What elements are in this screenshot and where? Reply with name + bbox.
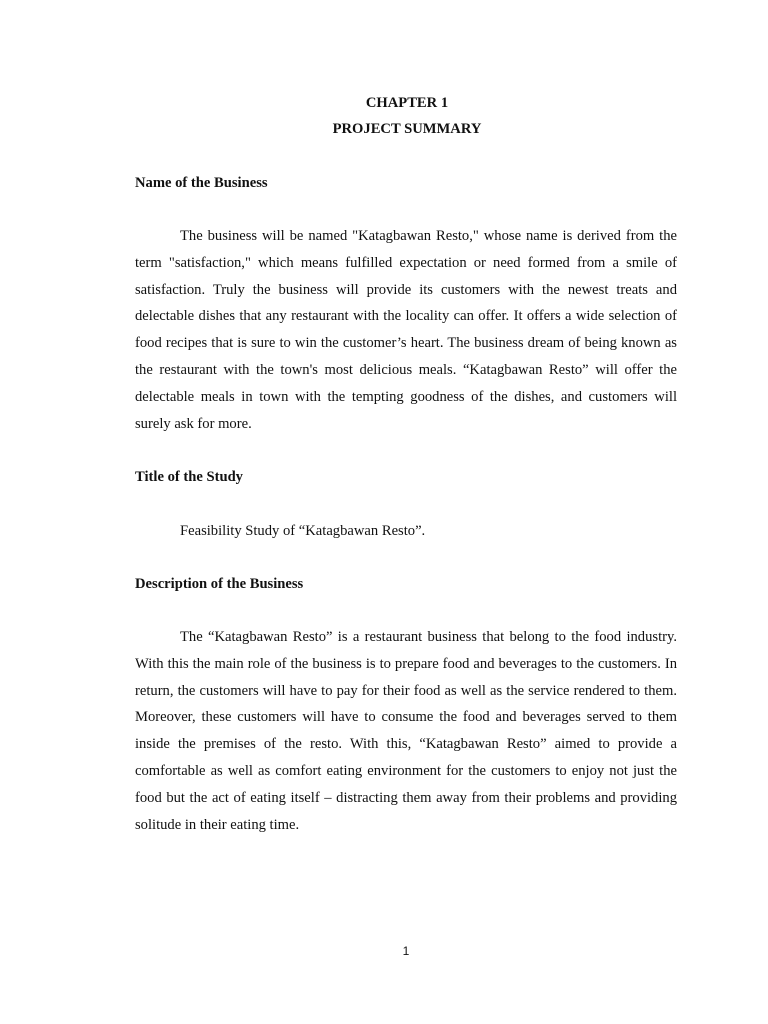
paragraph-name-of-business: The business will be named "Katagbawan Resto," whose name is derived from the term "satisfaction," which means fulfilled expectation or need formed from a smile of satisfaction. Truly the business will provide its customers with the newest treats and delectable dishes that any restaurant with the locality can offer. It offers a wide selection of food recipes that is sure to win the customer’s heart. The business dream of being known as the restaurant with the town's most delicious meals. “Katagbawan Resto” will offer the delectable meals in town with the tempting goodness of the dishes, and customers will surely ask for more. (135, 228, 677, 432)
heading-name-of-business: Name of the Business (135, 175, 268, 191)
chapter-title: PROJECT SUMMARY (332, 121, 482, 137)
page-number: 1 (402, 944, 410, 958)
heading-description-of-business: Description of the Business (135, 576, 304, 592)
paragraph-description-of-business: The “Katagbawan Resto” is a restaurant business that belong to the food industry. With this the main role of the business is to prepare food and beverages to the customers. In return, the customers will have to pay for their food as well as the service rendered to them. Moreover, these customers will have to consume the food and beverages served to them inside the premises of the resto. With this, “Katagbawan Resto” aimed to provide a comfortable as well as comfort eating environment for the customers to enjoy not just the food but the act of eating itself – distracting them away from their problems and providing solitude in their eating time. (135, 629, 677, 833)
paragraph-title-of-study: Feasibility Study of “Katagbawan Resto”. (180, 523, 426, 539)
heading-title-of-study: Title of the Study (135, 469, 243, 485)
chapter-number: CHAPTER 1 (365, 95, 449, 111)
